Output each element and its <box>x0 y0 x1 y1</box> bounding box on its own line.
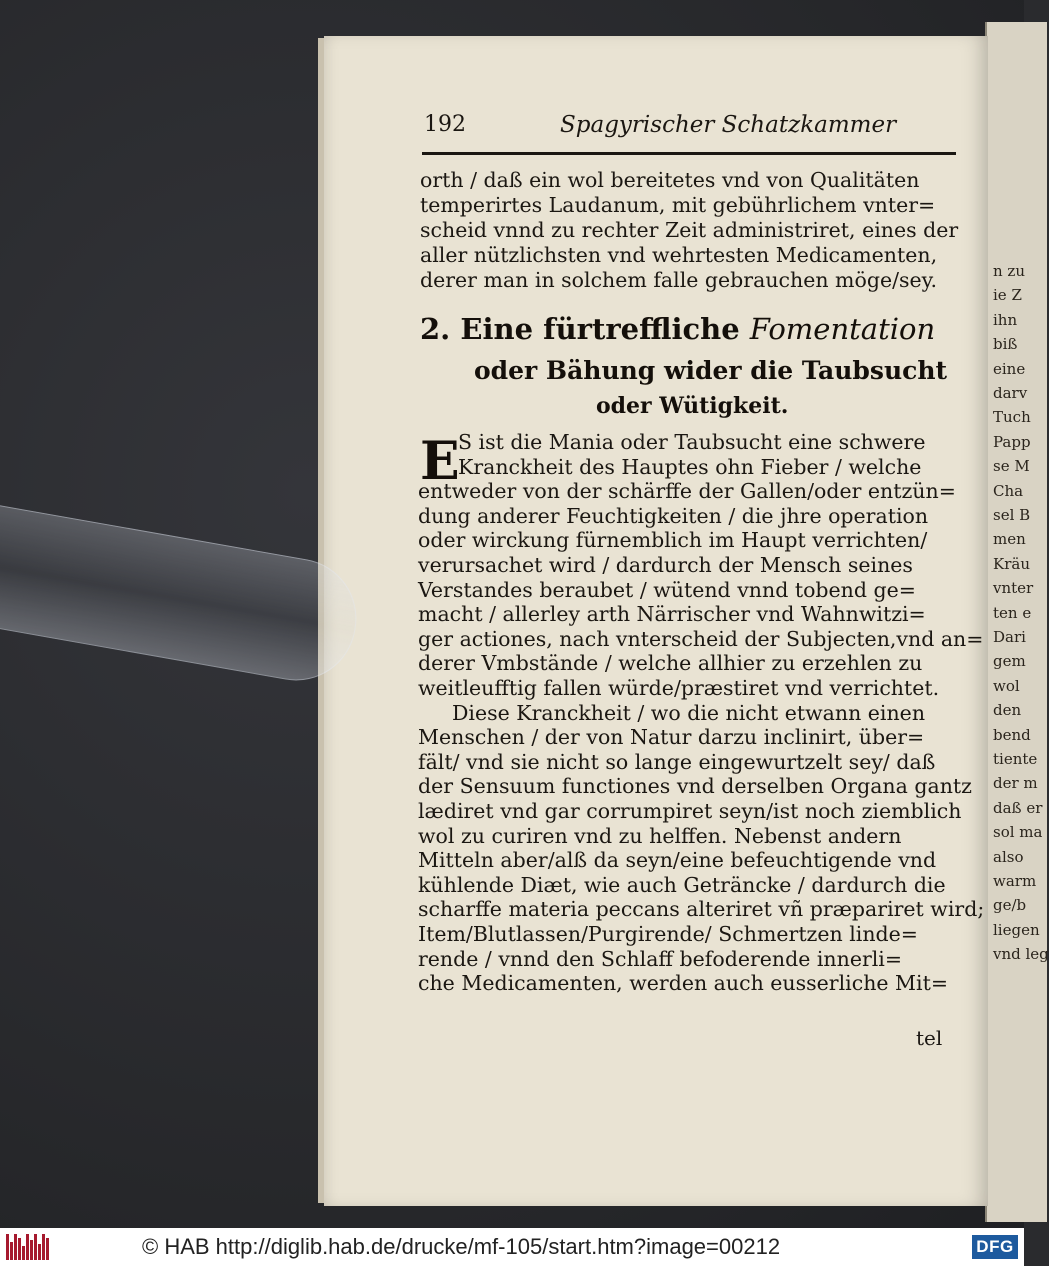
text-line: der Sensuum functiones vnd derselben Organa gantz <box>418 774 972 798</box>
text-line: rende / vnnd den Schlaff befoderende innerli= <box>418 947 903 971</box>
text-line: dung anderer Feuchtigkeiten / die jhre operation <box>418 504 929 528</box>
text-line: S ist die Mania oder Taubsucht eine schwere <box>458 430 926 454</box>
adjacent-page <box>985 22 1047 1222</box>
adjacent-page-fragment: sel B <box>993 506 1031 524</box>
hab-logo-bar <box>14 1234 17 1260</box>
text-line: fält/ vnd sie nicht so lange eingewurtzelt sey/ daß <box>418 750 936 774</box>
hab-logo <box>6 1234 48 1260</box>
running-title: Spagyrischer Schatzkammer <box>560 112 897 138</box>
adjacent-page-fragment: sol ma <box>993 823 1043 841</box>
adjacent-page-fragment: n zu <box>993 262 1025 280</box>
adjacent-page-fragment: den <box>993 701 1022 719</box>
text-line: wol zu curiren vnd zu helffen. Nebenst andern <box>418 824 902 848</box>
hab-logo-bar <box>42 1234 45 1260</box>
dfg-logo: DFG <box>972 1235 1018 1259</box>
section-title-blackletter: 2. Eine fürtreffliche <box>420 312 740 346</box>
adjacent-page-fragment: gem <box>993 652 1026 670</box>
text-line: Mitteln aber/alß da seyn/eine befeuchtigende vnd <box>418 848 937 872</box>
text-line: scharffe materia peccans alteriret vñ præpariret wird; <box>418 897 985 921</box>
hab-logo-bar <box>18 1238 21 1260</box>
section-title-line1 <box>420 312 935 346</box>
adjacent-page-fragment: ihn <box>993 311 1018 329</box>
adjacent-page-fragment: tiente <box>993 750 1038 768</box>
adjacent-page-fragment: warm <box>993 872 1037 890</box>
text-line: Kranckheit des Hauptes ohn Fieber / welche <box>458 455 922 479</box>
text-line: entweder von der schärffe der Gallen/oder entzün= <box>418 479 956 503</box>
section-title-line3: oder Wütigkeit. <box>596 393 789 419</box>
text-line: scheid vnnd zu rechter Zeit administriret, eines der <box>420 218 959 242</box>
hab-logo-bar <box>10 1242 13 1260</box>
section-title-line2: oder Bähung wider die Taubsucht <box>474 356 948 385</box>
page-number: 192 <box>424 112 466 137</box>
text-line: macht / allerley arth Närrischer vnd Wahnwitzi= <box>418 602 926 626</box>
adjacent-page-fragment: also <box>993 848 1024 866</box>
hab-logo-bar <box>6 1234 9 1260</box>
adjacent-page-fragment: wol <box>993 677 1020 695</box>
adjacent-page-fragment: ge/b <box>993 896 1027 914</box>
text-line: derer man in solchem falle gebrauchen möge/sey. <box>420 268 938 292</box>
adjacent-page-fragment: ten e <box>993 604 1032 622</box>
hab-logo-bar <box>38 1244 41 1260</box>
adjacent-page-fragment: Tuch <box>993 408 1031 426</box>
text-line: Menschen / der von Natur darzu inclinirt, über= <box>418 725 925 749</box>
text-line: derer Vmbstände / welche allhier zu erzehlen zu <box>418 651 923 675</box>
hab-logo-bar <box>34 1234 37 1260</box>
text-line: verursachet wird / dardurch der Mensch seines <box>418 553 913 577</box>
adjacent-page-fragment: eine <box>993 360 1026 378</box>
text-line: che Medicamenten, werden auch eusserliche Mit= <box>418 971 949 995</box>
text-line: orth / daß ein wol bereitetes vnd von Qualitäten <box>420 168 920 192</box>
catchword: tel <box>916 1026 943 1050</box>
adjacent-page-fragment: der m <box>993 774 1038 792</box>
text-line: kühlende Diæt, wie auch Geträncke / dardurch die <box>418 873 946 897</box>
adjacent-page-fragment: daß er <box>993 799 1043 817</box>
header-rule <box>422 152 956 155</box>
text-line: oder wirckung fürnemblich im Haupt verrichten/ <box>418 528 928 552</box>
adjacent-page-fragment: biß <box>993 335 1018 353</box>
adjacent-page-fragment: bend <box>993 726 1031 744</box>
adjacent-page-fragment: Papp <box>993 433 1031 451</box>
drop-initial: E <box>420 431 460 492</box>
text-line: Item/Blutlassen/Purgirende/ Schmertzen linde= <box>418 922 918 946</box>
text-line: aller nützlichsten vnd wehrtesten Medicamenten, <box>420 243 938 267</box>
text-line: ger actiones, nach vnterscheid der Subjecten,vnd an= <box>418 627 984 651</box>
adjacent-page-fragment: Cha <box>993 482 1024 500</box>
adjacent-page-fragment: liegen <box>993 921 1040 939</box>
hab-logo-bar <box>22 1246 25 1260</box>
adjacent-page-fragment: se M <box>993 457 1030 475</box>
text-line: Verstandes beraubet / wütend vnnd tobend ge= <box>418 578 916 602</box>
hab-logo-bar <box>46 1238 49 1260</box>
footer-copyright-url[interactable]: © HAB http://diglib.hab.de/drucke/mf-105/start.htm?image=00212 <box>142 1234 781 1259</box>
adjacent-page-fragment: Kräu <box>993 555 1030 573</box>
text-line: lædiret vnd gar corrumpiret seyn/ist noch ziemblich <box>418 799 962 823</box>
text-line: weitleufftig fallen würde/præstiret vnd verrichtet. <box>418 676 940 700</box>
text-line: temperirtes Laudanum, mit gebührlichem vnter= <box>420 193 936 217</box>
hab-logo-bar <box>26 1234 29 1260</box>
text-line: Diese Kranckheit / wo die nicht etwann einen <box>452 701 926 725</box>
adjacent-page-fragment: men <box>993 530 1026 548</box>
section-title-italic: Fomentation <box>749 312 936 346</box>
adjacent-page-fragment: vnd leg <box>993 945 1049 963</box>
footer-bar <box>0 1228 1024 1266</box>
adjacent-page-fragment: vnter <box>993 579 1034 597</box>
page-header <box>424 112 956 152</box>
hab-logo-bar <box>30 1240 33 1260</box>
adjacent-page-fragment: Dari <box>993 628 1026 646</box>
adjacent-page-fragment: ie Z <box>993 286 1022 304</box>
adjacent-page-fragment: darv <box>993 384 1028 402</box>
